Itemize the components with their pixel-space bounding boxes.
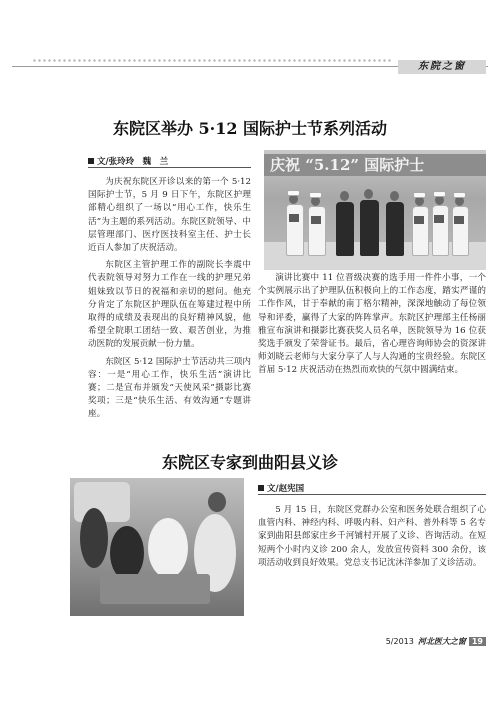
article2-paragraph-1: 5 月 15 日，东院区党群办公室和医务处联合组织了心血管内科、神经内科、呼吸内科、妇产科、普外科等 5 名专家到曲阳县郎家庄乡千河铺村开展了义诊、咨询活动。在短短两个小时内义诊 200 余人，发放宣传资料 300 余份，该项活动收到良好效果。党总支书记沈沐洋参加了义诊活动。 [258,505,486,568]
article1-paragraph-1: 为庆祝东院区开诊以来的第一个 5·12 国际护士节，5 月 9 日下午，东院区护理部精心组织了一场以“用心工作，快乐生活”为主题的系列活动。东院区院领导、中层管理部门、医疗医技科室主任、护士长近百人参加了庆祝活动。 [88,177,251,254]
article2-title: 东院区专家到曲阳县义诊 [161,453,338,472]
photo-figure-head [340,191,349,201]
nurse-cap-icon [413,192,426,198]
nurse-cap-icon [309,192,322,198]
certificate-icon [289,214,299,222]
photo-figure [148,518,188,578]
photo-figure [386,202,404,256]
footer-magazine: 河北医大之窗 [417,636,466,646]
photo-figure-head [390,191,399,201]
photo-figure [360,200,379,256]
article1-byline-rule [88,167,251,168]
article2-photo [70,478,244,616]
article2-byline [258,482,304,494]
photo-figure [452,206,469,256]
header-dot-pattern [32,58,392,64]
photo-figure [412,206,429,256]
byline-square-icon [88,158,94,164]
certificate-icon [454,216,464,224]
certificate-icon [414,216,424,224]
article2-byline-rule [258,494,486,495]
article1-paragraph-3: 东院区 5·12 国际护士节活动共三项内容：一是“用心工作，快乐生活”演讲比赛；二是宣布并颁发“天使风采”摄影比赛奖项；三是“快乐生活、有效沟通”专题讲座。 [88,356,251,420]
photo-figure-head [364,189,373,199]
photo-figure-head [208,492,226,512]
page-footer [386,636,486,647]
photo-banner: 庆祝 “5.12” 国际护士 [264,154,486,176]
article1-paragraph-4: 演讲比赛中 11 位晋级决赛的选手用一件件小事，一个个实例展示出了护理队伍积极向上的工作态度，踏实严谨的工作作风，甘于奉献的南丁格尔精神，深深地触动了每位领导和评委，赢得了大家的阵阵掌声。东院区护理部主任杨丽雅宣布演讲和摄影比赛获奖人员名单，医院领导为 16 位获奖选手颁发了荣誉证书。最后，省心理咨询师协会的资深讲师刘晓云老师与大家分享了人与人沟通的宝贵经验。东院区首届 5·12 庆祝活动在热烈而欢快的气氛中圆满结束。 [258,273,486,376]
photo-figure [110,526,144,580]
article1-left-column [88,176,251,422]
footer-issue: 5/2013 [385,637,414,646]
article2-column [258,504,486,570]
certificate-icon [311,216,321,224]
article1-title: 东院区举办 5·12 国际护士节系列活动 [112,119,388,138]
photo-figure [432,205,449,256]
article2-byline-text: 文/赵宪国 [267,484,305,494]
byline-square-icon [258,485,264,491]
photo-table [100,574,210,604]
article1-byline-text: 文/张玲玲 魏 兰 [97,157,169,167]
article1-right-column [258,272,486,378]
article1-paragraph-2: 东院区主管护理工作的副院长李震中代表院领导对努力工作在一线的护理兄弟姐妹致以节日的祝福和亲切的慰问。他充分肯定了东院区护理队伍在筹建过程中所取得的成绩及表现出的良好精神风貌，他希望全院职工团结一致、艰苦创业，为推动医院的发展贡献一份力量。 [88,260,251,350]
article1-byline [88,155,168,167]
photo-figure [80,508,108,568]
photo-figure [336,202,354,256]
nurse-cap-icon [287,190,300,196]
photo-figure [286,204,304,256]
nurse-cap-icon [453,192,466,198]
footer-page-number: 19 [469,637,486,646]
photo-figure [308,206,326,256]
certificate-icon [434,215,444,223]
article1-photo [264,150,486,270]
nurse-cap-icon [433,191,446,197]
section-tag: 东院之窗 [398,60,486,74]
